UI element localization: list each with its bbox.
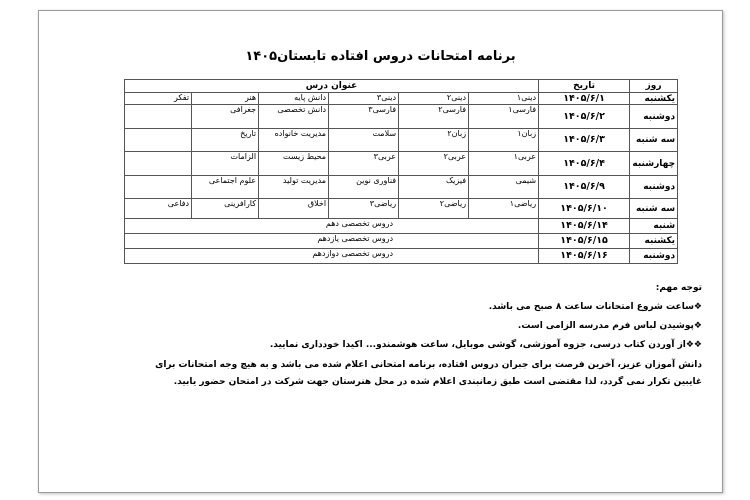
subject-cell: سلامت (329, 129, 399, 152)
subject-cell (125, 152, 192, 176)
day-cell: دوشنبه (630, 176, 678, 199)
day-cell: چهارشنبه (630, 152, 678, 176)
page-title: برنامه امتحانات دروس افتاده تابستان۱۴۰۵ (245, 49, 516, 64)
subject-cell: دانش تخصصی (259, 105, 329, 129)
subject-cell: فیزیک (399, 176, 469, 199)
subject-cell: عربی۲ (399, 152, 469, 176)
day-cell: سه شنبه (630, 199, 678, 219)
notes-paragraph: دانش آموزان عزیز، آخرین فرصت برای جبران دروس افتاده، برنامه امتحانی اعلام شده می باشد و به هیچ وجه امتحانات برای غایبین تکرار نمی گردد، لذا مقتضی است طبق زمانبندی اعلام شده در محل هنرستان جهت شرکت در امتحان حضور یابید. (155, 360, 702, 387)
date-cell: ۱۴۰۵/۶/۲ (539, 105, 630, 129)
subject-cell: دینی۳ (329, 93, 399, 105)
date-cell: ۱۴۰۵/۶/۱۴ (539, 219, 630, 234)
subject-cell: مدیریت تولید (259, 176, 329, 199)
date-cell: ۱۴۰۵/۶/۱ (539, 93, 630, 105)
day-cell: شنبه (630, 219, 678, 234)
notes-section (129, 279, 702, 391)
subject-span-cell: دروس تخصصی دوازدهم (125, 249, 539, 264)
subject-cell: الزامات (192, 152, 259, 176)
subject-cell: ریاضی۱ (469, 199, 539, 219)
date-cell: ۱۴۰۵/۶/۱۶ (539, 249, 630, 264)
subject-cell: ریاضی۳ (329, 199, 399, 219)
header-day: روز (630, 80, 678, 93)
table-row (125, 105, 678, 129)
subject-span-cell: دروس تخصصی دهم (125, 219, 539, 234)
subject-cell: عربی۱ (469, 152, 539, 176)
subject-cell: مدیریت خانواده (259, 129, 329, 152)
table-row (125, 152, 678, 176)
subject-cell: هنر (192, 93, 259, 105)
header-date: تاریخ (539, 80, 630, 93)
subject-cell: تاریخ (192, 129, 259, 152)
subject-cell: اخلاق (259, 199, 329, 219)
subject-cell (125, 105, 192, 129)
notes-heading: توجه مهم: (655, 283, 702, 293)
day-cell: دوشنبه (630, 249, 678, 264)
subject-cell: جغرافی (192, 105, 259, 129)
subject-cell (125, 176, 192, 199)
document-page (38, 10, 723, 493)
subject-cell: فناوری نوین (329, 176, 399, 199)
date-cell: ۱۴۰۵/۶/۹ (539, 176, 630, 199)
subject-cell: فارسی۲ (399, 105, 469, 129)
note-item: ❖ساعت شروع امتحانات ساعت ۸ صبح می باشد. (488, 302, 702, 312)
table-row (125, 234, 678, 249)
subject-cell: دینی۱ (469, 93, 539, 105)
table-row (125, 93, 678, 105)
table-row (125, 249, 678, 264)
subject-cell: دانش پایه (259, 93, 329, 105)
subject-cell: تفکر (125, 93, 192, 105)
subject-span-cell: دروس تخصصی یازدهم (125, 234, 539, 249)
subject-cell: فارسی۱ (469, 105, 539, 129)
subject-cell (125, 129, 192, 152)
subject-cell: دفاعی (125, 199, 192, 219)
subject-cell: عربی۳ (329, 152, 399, 176)
note-item: ❖❖از آوردن کتاب درسی، جزوه آموزشی، گوشی موبایل، ساعت هوشمندو... اکیدا خودداری نمایید. (269, 340, 702, 350)
subject-cell: شیمی (469, 176, 539, 199)
day-cell: یکشنبه (630, 234, 678, 249)
subject-cell: زبان۲ (399, 129, 469, 152)
subject-cell: زبان۱ (469, 129, 539, 152)
day-cell: سه شنبه (630, 129, 678, 152)
date-cell: ۱۴۰۵/۶/۱۰ (539, 199, 630, 219)
table-row (125, 199, 678, 219)
subject-cell: ریاضی۲ (399, 199, 469, 219)
table-row (125, 176, 678, 199)
date-cell: ۱۴۰۵/۶/۴ (539, 152, 630, 176)
exam-schedule-table (124, 79, 678, 264)
table-header-row (125, 80, 678, 93)
date-cell: ۱۴۰۵/۶/۱۵ (539, 234, 630, 249)
subject-cell: محیط زیست (259, 152, 329, 176)
subject-cell: علوم اجتماعی (192, 176, 259, 199)
table-row (125, 129, 678, 152)
note-item: ❖پوشیدن لباس فرم مدرسه الزامی است. (517, 321, 702, 331)
subject-cell: دینی۲ (399, 93, 469, 105)
subject-cell: فارسی۳ (329, 105, 399, 129)
day-cell: دوشنبه (630, 105, 678, 129)
header-subjects: عنوان درس (125, 80, 539, 93)
table-row (125, 219, 678, 234)
date-cell: ۱۴۰۵/۶/۳ (539, 129, 630, 152)
subject-cell: کارافرینی (192, 199, 259, 219)
day-cell: یکشنبه (630, 93, 678, 105)
